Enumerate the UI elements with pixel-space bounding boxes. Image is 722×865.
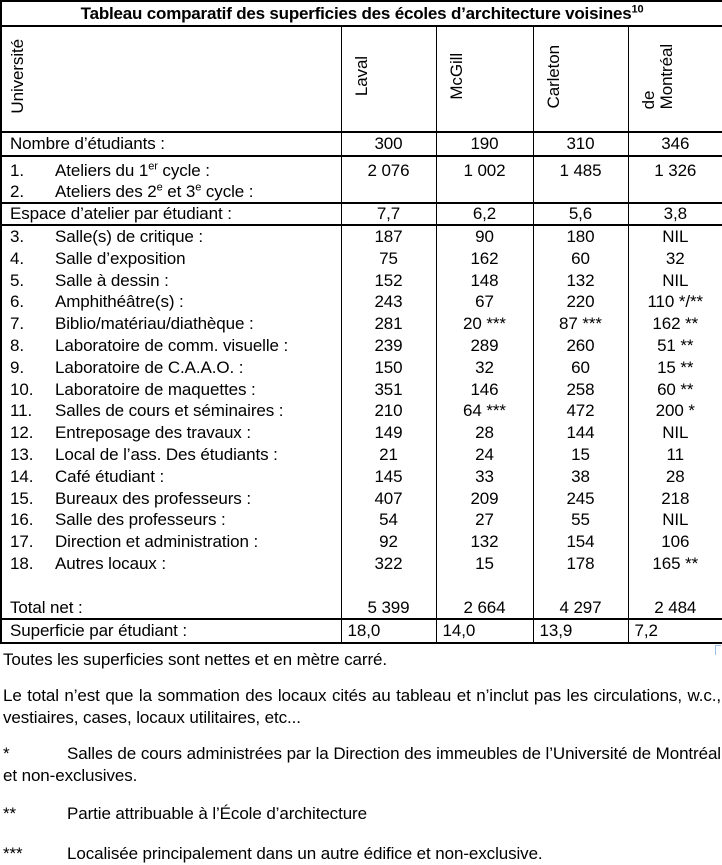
value-cell: 148	[436, 270, 533, 292]
row-label: Entreposage des travaux :	[55, 423, 251, 443]
row-label: Laboratoire de C.A.A.O. :	[55, 357, 244, 377]
value-cell: 15 **	[628, 357, 722, 379]
value-cell: 54	[341, 509, 436, 531]
column-header-laval: Laval	[341, 26, 436, 132]
footnote-marker: **	[3, 804, 17, 824]
table-row	[1, 248, 722, 270]
footnote-1	[3, 743, 721, 787]
table-row	[1, 422, 722, 444]
footnote-text: Salles de cours administrées par la Direction des immeubles de l’Université de Montréal et non-exclusives.	[3, 744, 721, 786]
table-row	[1, 379, 722, 401]
value-cell: 180	[533, 225, 628, 248]
value-cell: 33	[436, 466, 533, 488]
value-cell: 260	[533, 335, 628, 357]
row-label: Direction et administration :	[55, 532, 259, 552]
value-cell: 346	[628, 132, 722, 156]
value-cell: 51 **	[628, 335, 722, 357]
row-superficie-par-etudiant	[1, 619, 722, 643]
row-number: 3.	[10, 227, 24, 246]
row-label: Salle d’exposition	[55, 248, 186, 268]
table-title-row	[1, 1, 722, 26]
value-cell: 162	[436, 248, 533, 270]
column-header-de-montreal: de Montréal	[628, 26, 722, 132]
table-row	[1, 553, 722, 575]
footnote-marker: *	[3, 744, 10, 764]
table-row	[1, 466, 722, 488]
row-number: 5.	[10, 270, 24, 290]
row-number: 6.	[10, 292, 24, 312]
corner-header-cell	[1, 26, 341, 132]
value-cell: 150	[341, 357, 436, 379]
table-row	[1, 270, 722, 292]
note-total: Le total n’est que la sommation des locaux cités au tableau et n’inclut pas les circulations, w.c., vestiaires, cases, locaux utilitaires, etc...	[3, 686, 721, 728]
table-row	[1, 400, 722, 422]
value-cell: NIL	[628, 422, 722, 444]
value-cell: 24	[436, 444, 533, 466]
row-label: Total net :	[1, 597, 341, 620]
footnote-marker: ***	[3, 844, 23, 864]
value-cell: 15	[533, 444, 628, 466]
row-label: Biblio/matériau/diathèque :	[55, 314, 254, 334]
row-number: 1.	[10, 161, 24, 180]
row-number: 7.	[10, 314, 24, 334]
value-cell: 87 ***	[533, 313, 628, 335]
table-row	[1, 509, 722, 531]
value-cell: 2 664	[436, 597, 533, 620]
row-label: Espace d’atelier par étudiant :	[1, 203, 341, 225]
row-label: Nombre d’étudiants :	[1, 132, 341, 156]
row-number: 15.	[10, 488, 34, 508]
table-title: Tableau comparatif des superficies des écoles d’architecture voisines$^{10}$	[1, 1, 722, 26]
value-cell: 5 399	[341, 597, 436, 620]
value-cell: 132	[436, 531, 533, 553]
row-label: Laboratoire de maquettes :	[55, 379, 256, 399]
row-label-line-1: 1. Ateliers du 1er cycle :	[10, 160, 210, 180]
row-label: Salles de cours et séminaires :	[55, 401, 284, 421]
value-cell: 351	[341, 379, 436, 401]
row-espace-atelier	[1, 203, 722, 225]
value-cell: 209	[436, 488, 533, 510]
table-row	[1, 531, 722, 553]
value-cell: 146	[436, 379, 533, 401]
value-cell: 218	[628, 488, 722, 510]
row-number: 8.	[10, 335, 24, 355]
table-row	[1, 225, 722, 248]
column-header-mcgill: McGill	[436, 26, 533, 132]
row-label	[1, 156, 341, 203]
footnote-text: Localisée principalement dans un autre édifice et non-exclusive.	[67, 844, 543, 864]
value-cell: 75	[341, 248, 436, 270]
value-cell: 407	[341, 488, 436, 510]
value-cell: 60 **	[628, 379, 722, 401]
value-cell: 165 **	[628, 553, 722, 575]
row-number: 12.	[10, 423, 34, 443]
value-cell: 32	[628, 248, 722, 270]
row-number: 13.	[10, 444, 34, 464]
row-total-net	[1, 597, 722, 620]
value-cell: 200 *	[628, 400, 722, 422]
value-cell: 6,2	[436, 203, 533, 225]
value-cell: 1 485	[533, 156, 628, 203]
row-label: Bureaux des professeurs :	[55, 488, 251, 508]
value-cell: 15	[436, 553, 533, 575]
row-number: 18.	[10, 553, 34, 573]
value-cell: 144	[533, 422, 628, 444]
value-cell: 28	[628, 466, 722, 488]
notes-section	[3, 649, 721, 865]
value-cell: 210	[341, 400, 436, 422]
row-number: 14.	[10, 466, 34, 486]
value-cell: 7,7	[341, 203, 436, 225]
value-cell: 1 002	[436, 156, 533, 203]
value-cell: 310	[533, 132, 628, 156]
value-cell: 64 ***	[436, 400, 533, 422]
table-row	[1, 444, 722, 466]
value-cell: 322	[341, 553, 436, 575]
value-cell: 27	[436, 509, 533, 531]
value-cell: 132	[533, 270, 628, 292]
value-cell: 300	[341, 132, 436, 156]
table-row	[1, 313, 722, 335]
value-cell: NIL	[628, 225, 722, 248]
value-cell: 28	[436, 422, 533, 444]
value-cell: 14,0	[436, 619, 533, 643]
row-number: 4.	[10, 248, 24, 268]
value-cell: 281	[341, 313, 436, 335]
value-cell: 13,9	[533, 619, 628, 643]
row-label: Salle(s) de critique :	[55, 227, 204, 246]
value-cell: 38	[533, 466, 628, 488]
value-cell: 472	[533, 400, 628, 422]
column-header-carleton: Carleton	[533, 26, 628, 132]
value-cell: 20 ***	[436, 313, 533, 335]
value-cell: 187	[341, 225, 436, 248]
value-cell: 162 **	[628, 313, 722, 335]
value-cell: 178	[533, 553, 628, 575]
value-cell: 289	[436, 335, 533, 357]
row-label: Amphithéâtre(s) :	[55, 292, 184, 312]
row-label: Salle à dessin :	[55, 270, 169, 290]
row-label-line-2: 2. Ateliers des 2e et 3e cycle :	[10, 181, 254, 201]
row-label: Laboratoire de comm. visuelle :	[55, 335, 289, 355]
row-number: 9.	[10, 357, 24, 377]
row-label: Local de l’ass. Des étudiants :	[55, 444, 278, 464]
column-header-row	[1, 26, 722, 132]
table-row	[1, 488, 722, 510]
value-cell: 110 */**	[628, 291, 722, 313]
value-cell: 145	[341, 466, 436, 488]
value-cell: 154	[533, 531, 628, 553]
row-label: Autres locaux :	[55, 553, 166, 573]
row-nombre-etudiants	[1, 132, 722, 156]
value-cell: 60	[533, 357, 628, 379]
row-number: 11.	[10, 401, 33, 421]
value-cell: 245	[533, 488, 628, 510]
row-label: Salle des professeurs :	[55, 510, 226, 530]
value-cell: 55	[533, 509, 628, 531]
value-cell: 3,8	[628, 203, 722, 225]
value-cell: 4 297	[533, 597, 628, 620]
value-cell: 258	[533, 379, 628, 401]
note-units: Toutes les superficies sont nettes et en mètre carré.	[3, 650, 387, 670]
table-row	[1, 291, 722, 313]
footnote-text: Partie attribuable à l’École d’architecture	[67, 804, 367, 824]
value-cell: 21	[341, 444, 436, 466]
row-number: 2.	[10, 182, 24, 201]
value-cell: 106	[628, 531, 722, 553]
value-cell: 1 326	[628, 156, 722, 203]
value-cell: 32	[436, 357, 533, 379]
row-number: 10.	[10, 379, 34, 399]
row-label: Superficie par étudiant :	[1, 619, 341, 643]
value-cell: 5,6	[533, 203, 628, 225]
row-number: 17.	[10, 532, 34, 552]
spacer-row	[1, 575, 722, 597]
scan-artifact	[715, 645, 721, 655]
value-cell: 18,0	[341, 619, 436, 643]
table-row	[1, 357, 722, 379]
value-cell: 90	[436, 225, 533, 248]
value-cell: 152	[341, 270, 436, 292]
value-cell: 243	[341, 291, 436, 313]
row-ateliers	[1, 156, 722, 203]
footnote-2	[3, 803, 721, 825]
value-cell: 149	[341, 422, 436, 444]
value-cell: 220	[533, 291, 628, 313]
value-cell: 190	[436, 132, 533, 156]
row-number: 16.	[10, 510, 34, 530]
value-cell: 60	[533, 248, 628, 270]
value-cell: NIL	[628, 509, 722, 531]
value-cell: 11	[628, 444, 722, 466]
value-cell: 7,2	[628, 619, 722, 643]
value-cell: 92	[341, 531, 436, 553]
value-cell: 2 076	[341, 156, 436, 203]
value-cell: NIL	[628, 270, 722, 292]
value-cell: 239	[341, 335, 436, 357]
corner-header-universite: Université	[8, 39, 27, 114]
value-cell: 67	[436, 291, 533, 313]
row-label: Café étudiant :	[55, 466, 165, 486]
value-cell: 2 484	[628, 597, 722, 620]
table-row	[1, 335, 722, 357]
